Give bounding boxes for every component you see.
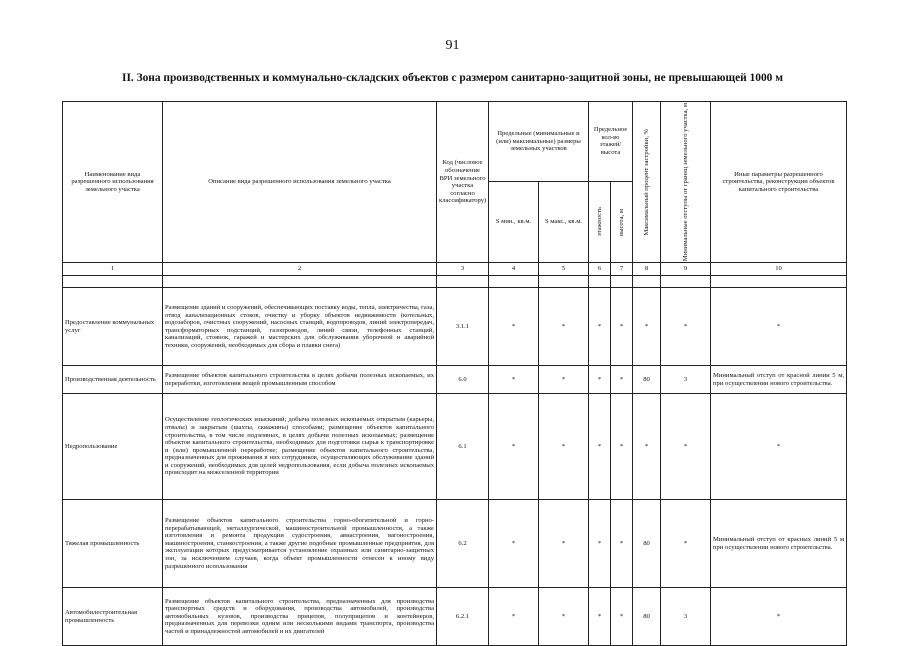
row-name: Автомобилестроительная промышленность xyxy=(63,588,163,646)
table-row xyxy=(63,288,847,366)
row-code: 6.1 xyxy=(437,394,489,500)
header-coverage: Максимальный процент застройки, % xyxy=(633,102,661,263)
column-number: 4 xyxy=(489,263,539,276)
column-number: 2 xyxy=(163,263,437,276)
row-floors: * xyxy=(589,288,611,366)
column-number: 10 xyxy=(711,263,847,276)
table-row xyxy=(63,500,847,588)
table-row xyxy=(63,366,847,394)
row-s-max: * xyxy=(539,394,589,500)
row-name: Недропользование xyxy=(63,394,163,500)
row-code: 6.2.1 xyxy=(437,588,489,646)
row-floors: * xyxy=(589,394,611,500)
row-description: Размещение объектов капитального строительства горно-обогатительной и горно-перерабатывающей, металлургической, машиностроительной промышленности, а также изготовления и ремонта продукции судостроения, авиастроения, вагоностроения, машиностроения, станкостроения, а также другие подобные промышленные предприятия, для эксплуатации которых предусматривается установление охранных или санитарно-защитных зон, за исключением случаев, когда объект промышленности отнесен к иному виду разрешенного использования xyxy=(163,500,437,588)
row-s-max: * xyxy=(539,288,589,366)
row-description: Размещение объектов капитального строительства, предназначенных для производства транспортных средств и оборудования, производства автомобилей, производства автомобильных кузовов, производства прицепов, полуприцепов и контейнеров, предназначенных для перевозки одним или несколькими видами транспорта, производства частей и принадлежностей автомобилей и их двигателей xyxy=(163,588,437,646)
row-name: Производственная деятельность xyxy=(63,366,163,394)
row-name: Тяжелая промышленность xyxy=(63,500,163,588)
row-s-max: * xyxy=(539,366,589,394)
row-s-min: * xyxy=(489,500,539,588)
row-s-min: * xyxy=(489,394,539,500)
header-name: Наименование вида разрешенного использования земельного участка xyxy=(63,102,163,263)
row-code: 6.2 xyxy=(437,500,489,588)
column-numbers-row xyxy=(63,263,847,276)
header-s-max: S макс., кв.м. xyxy=(539,181,589,262)
header-setback: Минимальные отступы от границ земельного участка, м xyxy=(661,102,711,263)
header-other: Иные параметры разрешенного строительства, реконструкции объектов капитального строительства xyxy=(711,102,847,263)
regulations-table xyxy=(62,101,847,646)
row-description: Размещение объектов капитального строительства в целях добычи полезных ископаемых, их переработки, изготовления вещей промышленным способом xyxy=(163,366,437,394)
row-code: 6.0 xyxy=(437,366,489,394)
header-code: Код (числовое обозначение ВРИ земельного участка согласно классификатору) xyxy=(437,102,489,263)
row-s-min: * xyxy=(489,366,539,394)
row-height: * xyxy=(611,288,633,366)
row-setback: * xyxy=(661,500,711,588)
row-coverage: * xyxy=(633,288,661,366)
blank-row xyxy=(63,276,847,288)
page-title: II. Зона производственных и коммунально-складских объектов с размером санитарно-защитной зоны, не превышающей 1000 м xyxy=(122,72,783,84)
header-description: Описание вида разрешенного использования земельного участка xyxy=(163,102,437,263)
row-height: * xyxy=(611,500,633,588)
row-s-min: * xyxy=(489,288,539,366)
row-other: * xyxy=(711,288,847,366)
column-number: 1 xyxy=(63,263,163,276)
row-name: Предоставление коммунальных услуг xyxy=(63,288,163,366)
page-number: 91 xyxy=(445,38,460,53)
header-floors: Предельное кол-во этажей/ высота xyxy=(589,102,633,182)
row-setback: 3 xyxy=(661,366,711,394)
column-number: 3 xyxy=(437,263,489,276)
row-s-max: * xyxy=(539,500,589,588)
table-row xyxy=(63,588,847,646)
column-number: 5 xyxy=(539,263,589,276)
header-floors-count: этажность xyxy=(589,181,611,262)
row-setback: 3 xyxy=(661,588,711,646)
column-number: 6 xyxy=(589,263,611,276)
header-limits: Предельные (минимальные и (или) максимальные) размеры земельных участков xyxy=(489,102,589,182)
row-description: Размещение зданий и сооружений, обеспечивающих поставку воды, тепла, электричества, газа, отвод канализационных стоков, очистку и уборку объектов недвижимости (котельных, водозаборов, очистных сооружений, насосных станций, водопроводов, линий электропередач, трансформаторных подстанций, газопроводов, линий связи, телефонных станций, канализаций, стоянок, гаражей и мастерских для обслуживания уборочной и аварийной техники, сооружений, необходимых для сбора и плавки снега) xyxy=(163,288,437,366)
row-other: Минимальный отступ от красной линии 5 м, при осуществлении нового строительства. xyxy=(711,366,847,394)
row-other: Минимальный отступ от красных линий 5 м при осуществлении нового строительства. xyxy=(711,500,847,588)
row-floors: * xyxy=(589,588,611,646)
row-height: * xyxy=(611,394,633,500)
row-s-max: * xyxy=(539,588,589,646)
row-code: 3.1.1 xyxy=(437,288,489,366)
row-height: * xyxy=(611,588,633,646)
row-coverage: 80 xyxy=(633,366,661,394)
row-setback: * xyxy=(661,394,711,500)
row-coverage: * xyxy=(633,394,661,500)
row-height: * xyxy=(611,366,633,394)
row-floors: * xyxy=(589,366,611,394)
row-other: * xyxy=(711,588,847,646)
column-number: 9 xyxy=(661,263,711,276)
row-other: * xyxy=(711,394,847,500)
table-row xyxy=(63,394,847,500)
column-number: 8 xyxy=(633,263,661,276)
row-coverage: 80 xyxy=(633,588,661,646)
row-coverage: 80 xyxy=(633,500,661,588)
row-floors: * xyxy=(589,500,611,588)
row-s-min: * xyxy=(489,588,539,646)
row-description: Осуществление геологических изысканий; добыча полезных ископаемых открытым (карьеры, отвалы) и закрытым (шахты, скважины) способами; размещение объектов капитального строительства, в том числе подземных, в целях добычи полезных ископаемых; размещение объектов капитального строительства, необходимых для подготовки сырья к транспортировке и (или) промышленной переработке; размещение объектов капитального строительства, предназначенных для проживания в них сотрудников, осуществляющих обслуживание зданий и сооружений, необходимых для целей недропользования, если добыча полезных ископаемых происходит на межселенной территории xyxy=(163,394,437,500)
column-number: 7 xyxy=(611,263,633,276)
header-height: высота, м xyxy=(611,181,633,262)
row-setback: * xyxy=(661,288,711,366)
header-s-min: S мин., кв.м. xyxy=(489,181,539,262)
